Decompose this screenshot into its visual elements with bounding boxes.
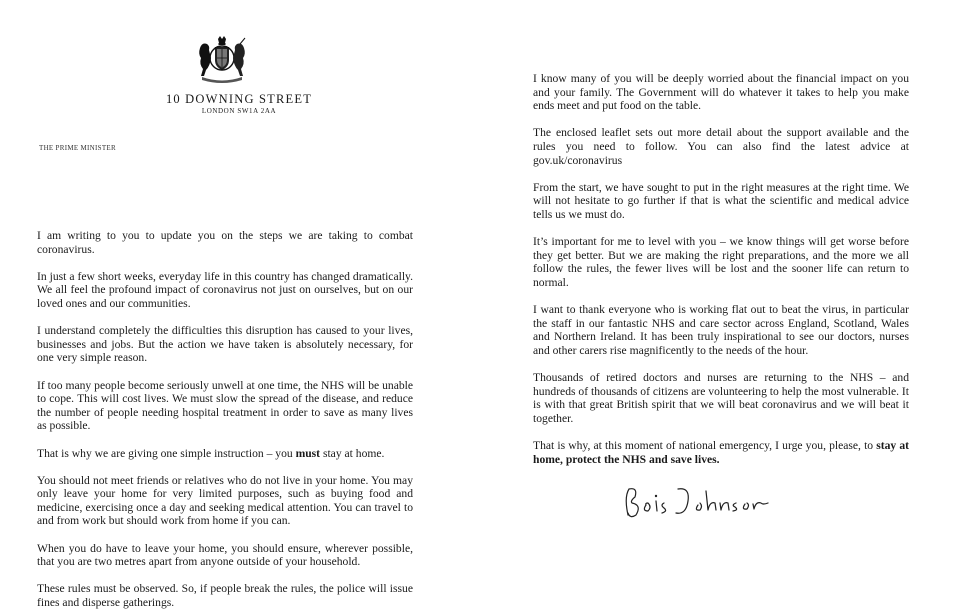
closing-emphasis: stay at home, protect the NHS and save lives. [533,439,910,466]
handwritten-signature [620,483,790,523]
paragraph: I understand completely the difficulties this disruption has caused to your lives, businesses and jobs. But the action we have taken is absolutely necessary, for one very simple reason. [37,324,413,365]
paragraph: If too many people become seriously unwell at one time, the NHS will be unable to cope. This will cost lives. We must slow the spread of the disease, and reduce the number of people needing hospital treatment in order to save as many lives as possible. [37,378,413,433]
paragraph: I know many of you will be deeply worried about the financial impact on you and your family. The Government will do whatever it takes to help you make ends meet and put food on the table. [533,72,909,113]
paragraph: I am writing to you to update you on the steps we are taking to combat coronavirus. [37,229,413,256]
instruction-emphasis: must [295,446,321,460]
letterhead-title: 10 DOWNING STREET [165,92,313,106]
closing-text: That is why, at this moment of national emergency, I urge you, please, to [533,439,877,453]
paragraph: These rules must be observed. So, if people break the rules, the police will issue fines and disperse gatherings. [37,582,413,610]
letter-page-2 [478,0,956,602]
paragraph: When you do have to leave your home, you should ensure, wherever possible, that you are two metres apart from anyone outside of your household. [37,541,413,569]
letterhead-address: LONDON SW1A 2AA [201,107,277,115]
instruction-text: That is why we are giving one simple instruction – you [37,446,296,460]
royal-coat-of-arms-icon [196,36,248,86]
paragraph: Thousands of retired doctors and nurses are returning to the NHS – and hundreds of thousands of citizens are volunteering to help the most vulnerable. It is with that great British spirit that we will beat coronavirus and we will beat it together. [533,371,909,425]
instruction-paragraph [37,447,413,461]
paragraph: It’s important for me to level with you – we know things will get worse before they get better. But we are making the right preparations, and the more we all follow the rules, the fewer lives will be lost and the sooner life can return to normal. [533,235,909,289]
paragraph: In just a few short weeks, everyday life in this country has changed dramatically. We all feel the profound impact of coronavirus not just on ourselves, but on our loved ones and our communities. [37,269,413,310]
closing-paragraph [533,439,909,466]
letter-body-left [37,229,413,610]
sender-label: THE PRIME MINISTER [39,144,116,152]
paragraph: The enclosed leaflet sets out more detail about the support available and the rules you need to follow. You can also find the latest advice at gov.uk/coronavirus [533,126,909,167]
instruction-text-end: stay at home. [320,446,385,460]
letter-body-right [533,72,909,480]
paragraph: You should not meet friends or relatives who do not live in your home. You may only leave your home for very limited purposes, such as buying food and medicine, exercising once a day and seeking medical attention. You can travel to and from work but should work from home if you can. [37,473,413,528]
paragraph: From the start, we have sought to put in the right measures at the right time. We will not hesitate to go further if that is what the scientific and medical advice tells us we must do. [533,180,909,221]
paragraph: I want to thank everyone who is working flat out to beat the virus, in particular the staff in our fantastic NHS and care sector across England, Scotland, Wales and Northern Ireland. It has been truly inspirational to see our doctors, nurses and other carers rise magnificently to the needs of the hour. [533,303,909,357]
